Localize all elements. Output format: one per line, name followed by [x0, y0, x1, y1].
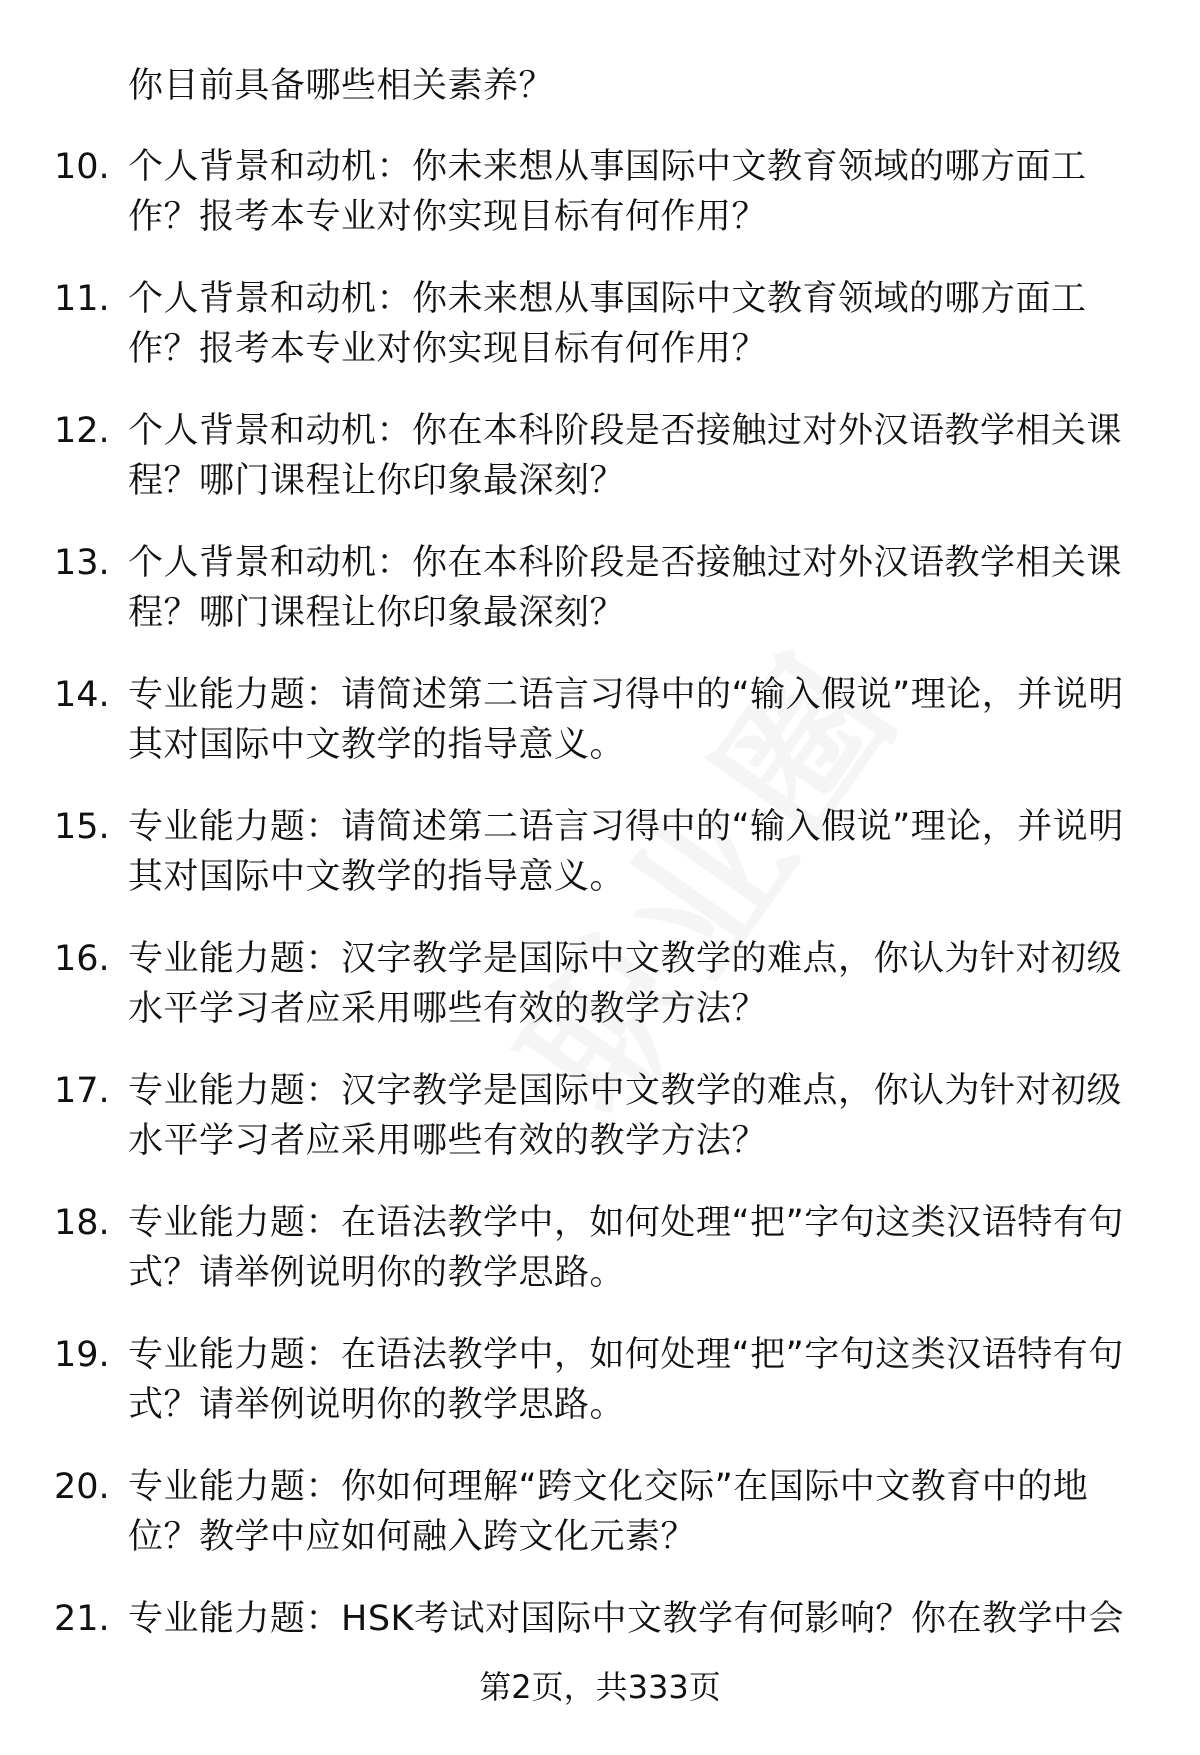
question-text: 专业能力题：汉字教学是国际中文教学的难点，你认为针对初级水平学习者应采用哪些有效的教学方法？ — [128, 1071, 1123, 1161]
question-number: 14. — [54, 675, 110, 715]
question-item — [0, 802, 1200, 934]
question-number: 19. — [54, 1335, 110, 1375]
question-number: 10. — [54, 147, 110, 187]
question-number: 13. — [54, 543, 110, 583]
question-item — [0, 142, 1200, 274]
question-text: 专业能力题：在语法教学中，如何处理“把”字句这类汉语特有句式？请举例说明你的教学思路。 — [128, 1335, 1124, 1425]
question-number: 16. — [54, 939, 110, 979]
question-text: 专业能力题：汉字教学是国际中文教学的难点，你认为针对初级水平学习者应采用哪些有效的教学方法？ — [128, 939, 1123, 1029]
question-number: 17. — [54, 1071, 110, 1111]
question-number: 15. — [54, 807, 110, 847]
question-text: 个人背景和动机：你未来想从事国际中文教育领域的哪方面工作？报考本专业对你实现目标有何作用？ — [128, 147, 1087, 237]
question-item — [0, 934, 1200, 1066]
question-text: 个人背景和动机：你未来想从事国际中文教育领域的哪方面工作？报考本专业对你实现目标有何作用？ — [128, 279, 1087, 369]
question-item — [0, 1066, 1200, 1198]
question-text: 专业能力题：请简述第二语言习得中的“输入假说”理论，并说明其对国际中文教学的指导意义。 — [128, 675, 1124, 765]
page-footer: 第2页，共333页 — [479, 1668, 721, 1706]
question-text: 个人背景和动机：你在本科阶段是否接触过对外汉语教学相关课程？哪门课程让你印象最深刻？ — [128, 543, 1123, 633]
question-item — [0, 670, 1200, 802]
question-item — [0, 1330, 1200, 1462]
question-number: 12. — [54, 411, 110, 451]
question-continuation: 你目前具备哪些相关素养？ — [128, 66, 555, 106]
question-number: 20. — [54, 1467, 110, 1507]
question-item — [0, 274, 1200, 406]
question-item — [0, 1198, 1200, 1330]
question-text: 专业能力题：HSK考试对国际中文教学有何影响？你在教学中会 — [128, 1599, 1124, 1639]
question-number: 11. — [54, 279, 110, 319]
question-item — [0, 1462, 1200, 1594]
question-text: 专业能力题：你如何理解“跨文化交际”在国际中文教育中的地位？教学中应如何融入跨文化元素？ — [128, 1467, 1089, 1557]
question-item — [0, 406, 1200, 538]
question-number: 18. — [54, 1203, 110, 1243]
question-text: 个人背景和动机：你在本科阶段是否接触过对外汉语教学相关课程？哪门课程让你印象最深刻？ — [128, 411, 1123, 501]
question-text: 专业能力题：在语法教学中，如何处理“把”字句这类汉语特有句式？请举例说明你的教学思路。 — [128, 1203, 1124, 1293]
question-list — [0, 142, 1200, 1726]
question-text: 专业能力题：请简述第二语言习得中的“输入假说”理论，并说明其对国际中文教学的指导意义。 — [128, 807, 1124, 897]
question-number: 21. — [54, 1599, 110, 1639]
question-item — [0, 538, 1200, 670]
